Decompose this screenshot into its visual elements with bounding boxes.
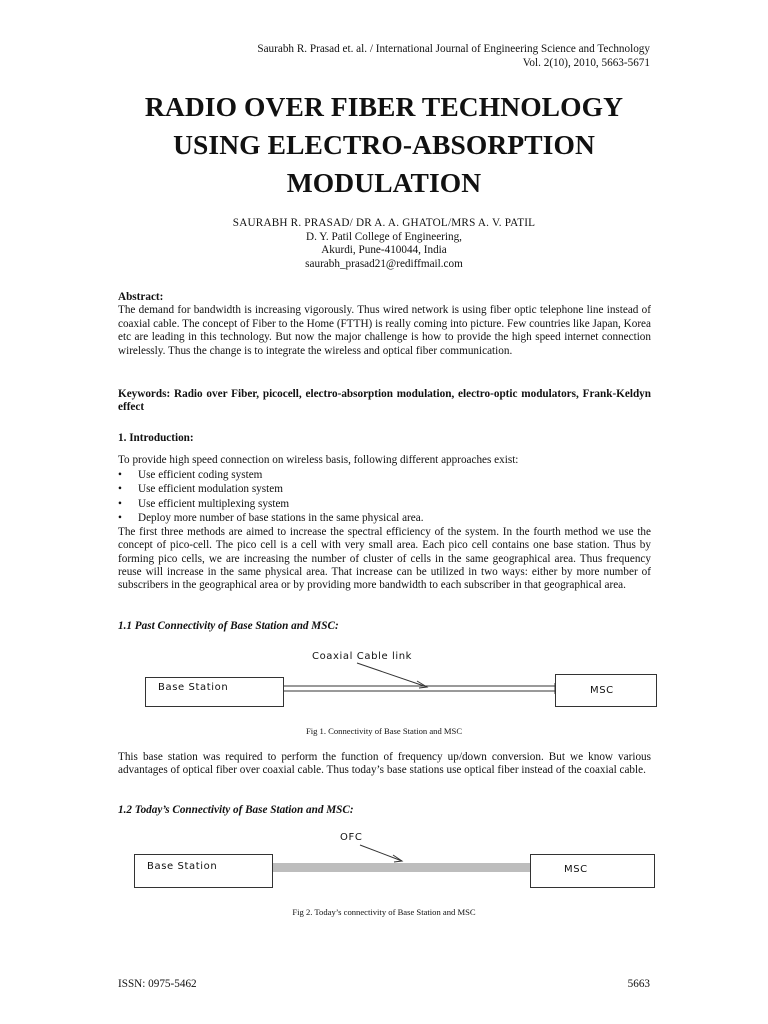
abstract-heading: Abstract: (118, 291, 164, 303)
running-header-journal: Saurabh R. Prasad et. al. / International Journal of Engineering Science and Technology (257, 43, 650, 55)
section-1-1-heading: 1.1 Past Connectivity of Base Station and MSC: (118, 620, 339, 632)
footer-issn: ISSN: 0975-5462 (118, 978, 197, 990)
section-1-1-paragraph: This base station was required to perform the function of frequency up/down conversion. But we know various advantages of optical fiber over coaxial cable. Thus today’s base stations use optical fiber instead of the coaxial cable. (118, 751, 651, 777)
author-email: saurabh_prasad21@rediffmail.com (305, 257, 463, 270)
abstract-text: The demand for bandwidth is increasing vigorously. Thus wired network is using fiber optic telephone line instead of coaxial cable. The concept of Fiber to the Home (FTTH) is really coming into picture. Few countries like Japan, Korea etc are leading in this technology. But now the major challenge is how to provide the high speed internet connection wirelessly. Thus the change is to integrate the wireless and optical fiber communication. (118, 304, 651, 357)
ofc-pointer-line (360, 845, 402, 861)
msc-label: MSC (564, 864, 588, 875)
title-line-2: USING ELECTRO-ABSORPTION (173, 129, 595, 160)
section-1-2-heading: 1.2 Today’s Connectivity of Base Station and MSC: (118, 804, 354, 816)
coaxial-link-label: Coaxial Cable link (312, 651, 413, 662)
introduction-paragraph: The first three methods are aimed to increase the spectral efficiency of the system. In the fourth method we use the concept of pico-cell. The pico cell is a cell with very small area. Each pico cell contains one base station. Thus by forming pico cells, we are increasing the number of cluster of cells in the same geographical area. Thus frequency reuse will increase in the same physical area. That increase can be utilized in two ways: either by more number of subscribers in the geographical area or by providing more bandwidth to each subscriber in that geographical area. (118, 525, 651, 592)
base-station-box (134, 854, 273, 888)
figure-2-caption: Fig 2. Today’s connectivity of Base Station and MSC (292, 907, 476, 917)
base-station-label: Base Station (158, 682, 229, 693)
affiliation-line-1: D. Y. Patil College of Engineering, (306, 230, 462, 243)
figure-1-caption: Fig 1. Connectivity of Base Station and MSC (305, 726, 463, 736)
ofc-label: OFC (340, 832, 363, 843)
list-item: • Use efficient modulation system (118, 482, 651, 497)
introduction-heading: 1. Introduction: (118, 432, 194, 444)
title-line-3: MODULATION (286, 167, 482, 198)
affiliation-line-2: Akurdi, Pune-410044, India (321, 244, 447, 256)
footer-page-number: 5663 (627, 978, 650, 990)
introduction-lead: To provide high speed connection on wireless basis, following different approaches exist: (118, 454, 519, 467)
author-names: SAURABH R. PRASAD/ DR A. A. GHATOL/MRS A. V. PATIL (232, 217, 536, 229)
base-station-label: Base Station (147, 861, 218, 872)
optical-fiber-link (272, 863, 530, 872)
list-item: • Use efficient coding system (118, 468, 651, 483)
msc-box (530, 854, 655, 888)
keywords: Keywords: Radio over Fiber, picocell, electro-absorption modulation, electro-optic modulators, Frank-Keldyn effect (118, 388, 651, 414)
running-header-volume: Vol. 2(10), 2010, 5663-5671 (522, 56, 650, 69)
title-line-1: RADIO OVER FIBER TECHNOLOGY (144, 91, 624, 122)
list-item: • Deploy more number of base stations in the same physical area. (118, 511, 651, 526)
msc-label: MSC (590, 685, 614, 696)
list-item: • Use efficient multiplexing system (118, 497, 651, 512)
